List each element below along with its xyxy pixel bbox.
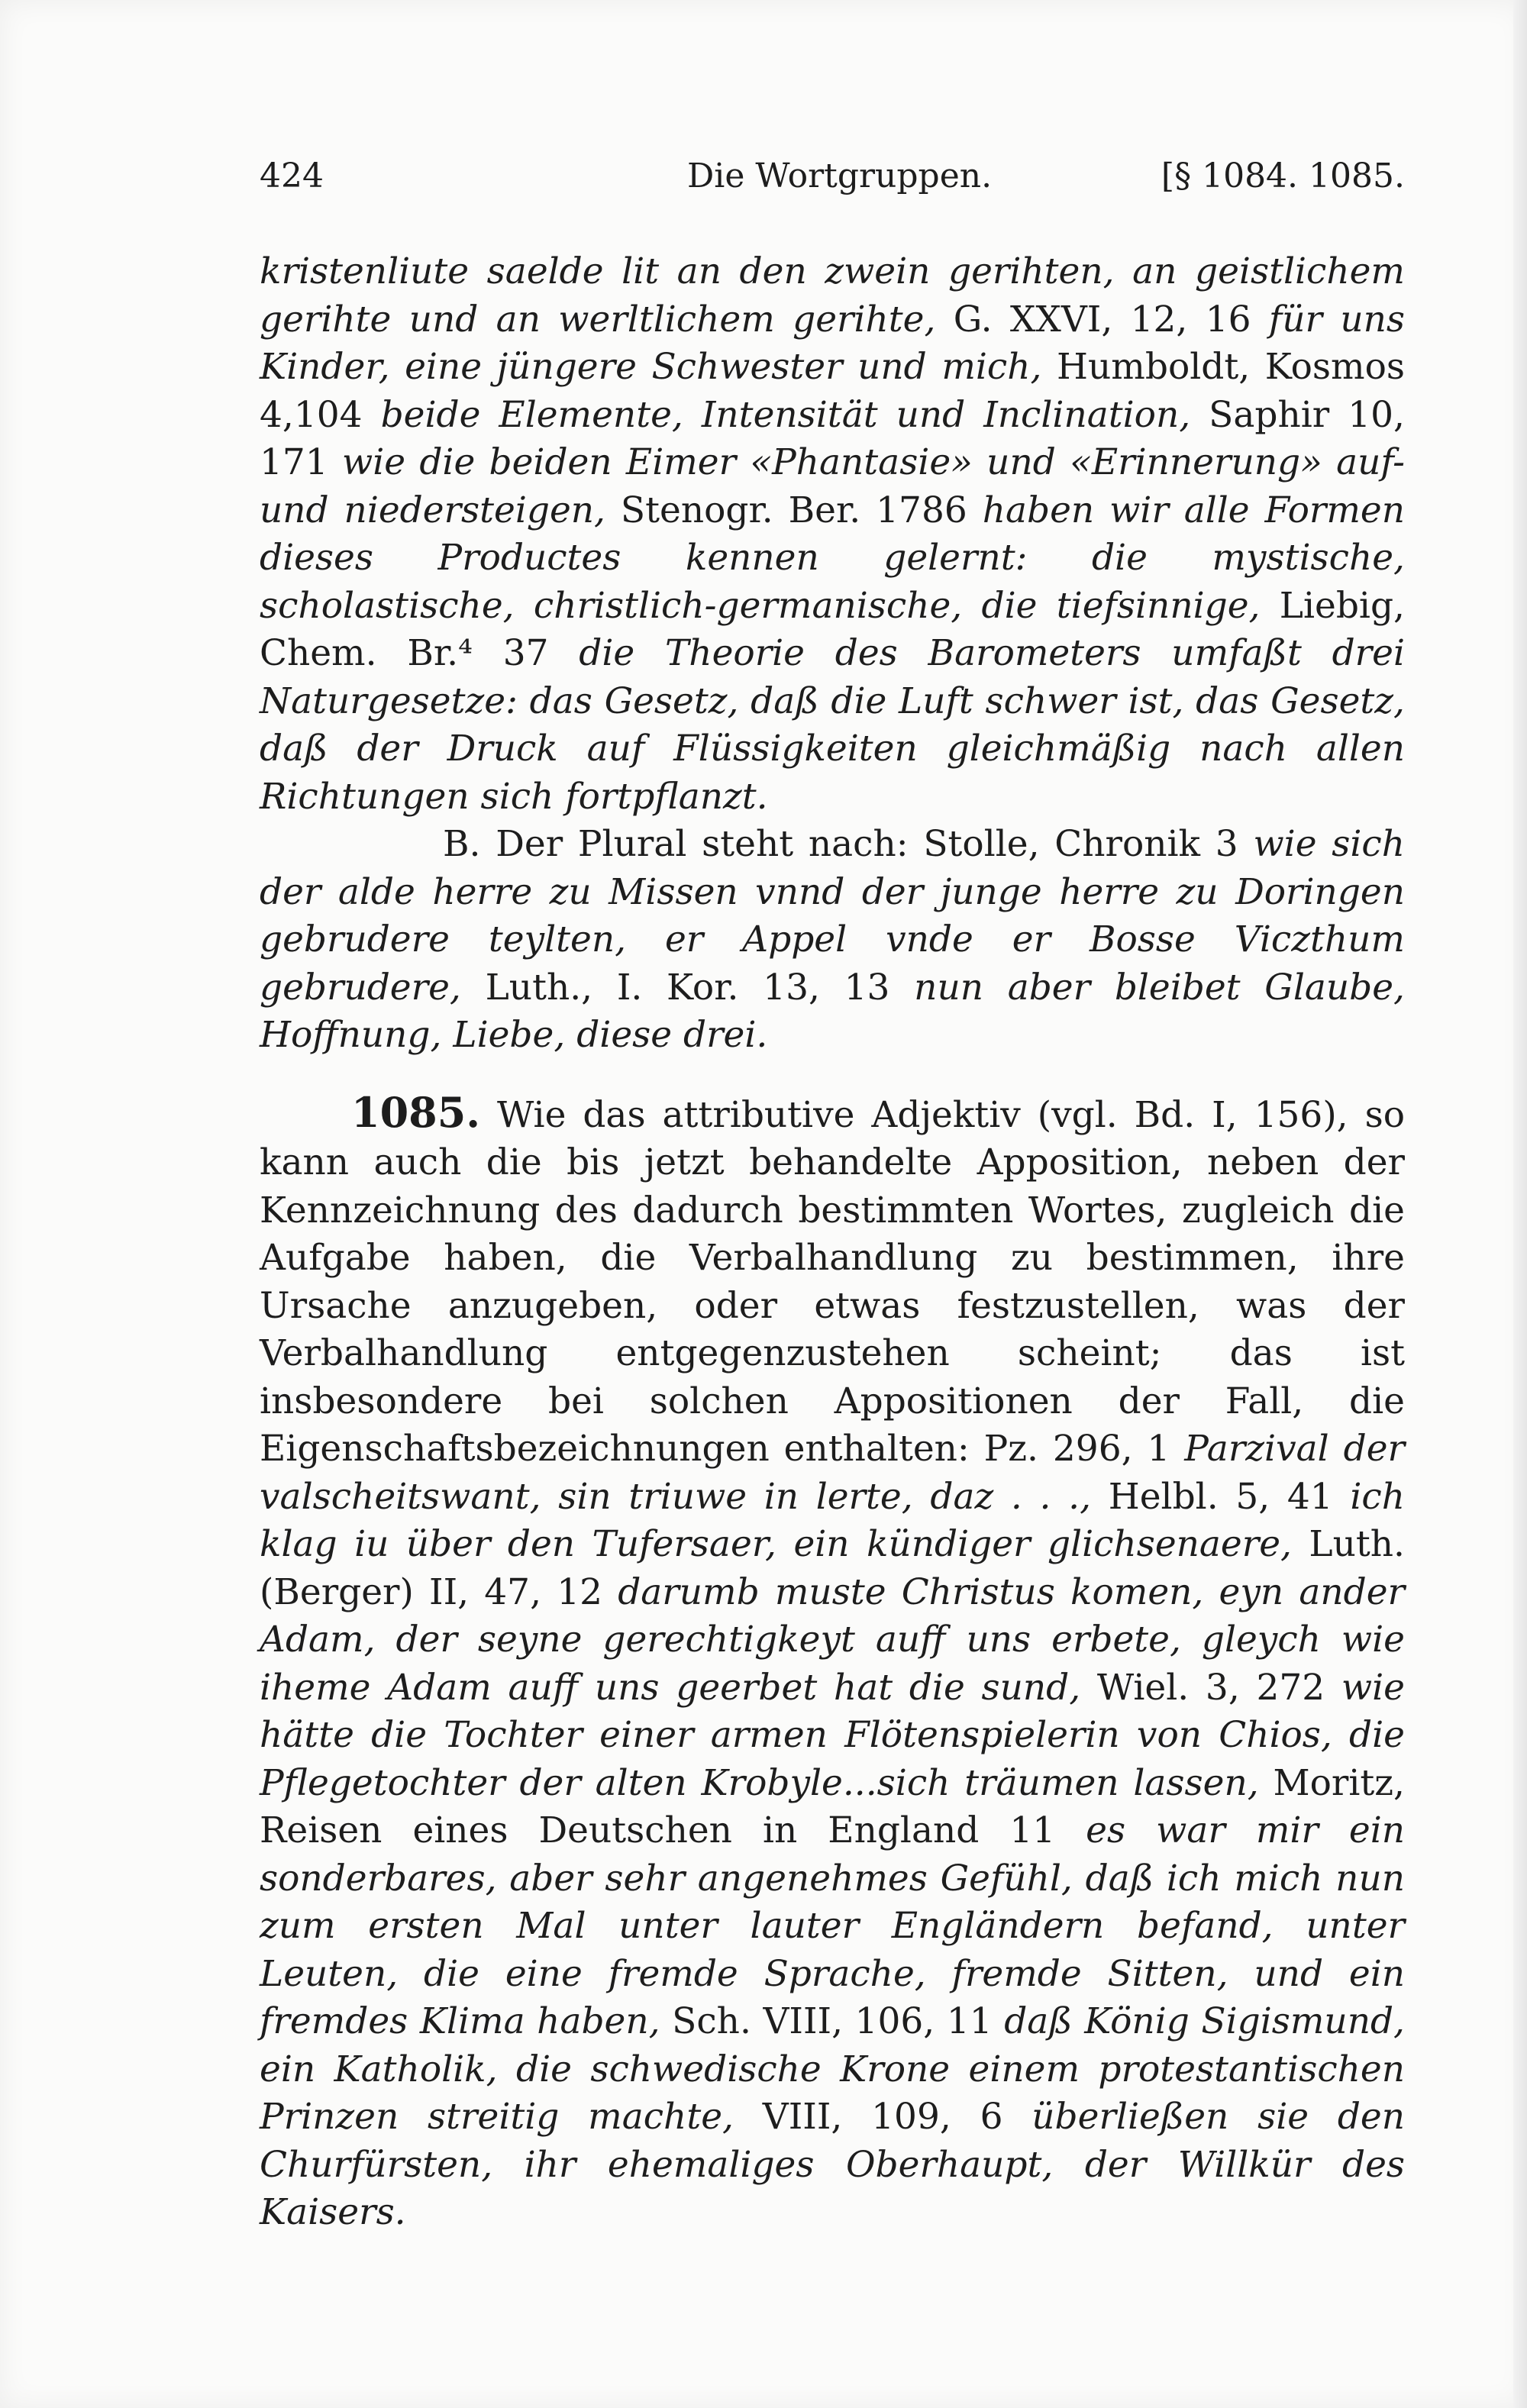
quote: daß König Sigismund, ein Katholik, die schwedische Krone einem protestantischen Prinzen streitig machte, xyxy=(260,2000,1405,2138)
citation: Luth., I. Kor. 13, 13 xyxy=(460,966,915,1009)
quote: darumb muste Christus komen, eyn ander Adam, der seyne gerechtigkeyt auff uns erbete, gleych wie iheme Adam auff uns geerbet hat die sund, xyxy=(260,1570,1405,1709)
page-number: 424 xyxy=(260,157,324,195)
section-range: [§ 1084. 1085. xyxy=(1161,157,1405,195)
quote: nun aber bleibet Glaube, Hoffnung, Liebe, diese drei. xyxy=(260,966,1406,1056)
quote: es war mir ein sonderbares, aber sehr angenehmes Gefühl, daß ich mich nun zum ersten Mal unter lauter Engländern befand, unter Leuten, die eine fremde Sprache, fremde Sitten, und ein fremdes Klima haben, xyxy=(260,1809,1406,2042)
citation: Wiel. 3, 272 xyxy=(1080,1666,1341,1709)
citation: Moritz, Reisen eines Deutschen in England 11 xyxy=(260,1761,1406,1851)
paragraph-plural-b xyxy=(260,821,1405,1060)
paragraph-examples-a xyxy=(260,248,1405,821)
citation: G. XXVI, 12, 16 xyxy=(935,298,1269,341)
citation: Sch. VIII, 106, 11 xyxy=(660,2000,1005,2042)
citation: Humboldt, Kosmos 4,104 xyxy=(260,346,1405,436)
chapter-title: Die Wortgruppen. xyxy=(687,157,993,195)
quote: kristenliute saelde lit an den zwein gerihten, an geistlichem gerihte und an werltlichem gerihte, xyxy=(260,250,1405,341)
citation: VIII, 109, 6 xyxy=(733,2096,1032,2138)
quote: wie hätte die Tochter einer armen Flötenspielerin von Chios, die Pflegetochter der alten Krobyle...sich träumen lassen, xyxy=(260,1666,1405,1804)
citation: Stenogr. Ber. 1786 xyxy=(605,489,983,531)
quote: überließen sie den Churfürsten, ihr ehemaliges Oberhaupt, der Willkür des Kaisers. xyxy=(260,2096,1405,2233)
citation: B. Der Plural steht nach: Stolle, Chronik 3 xyxy=(443,823,1254,865)
citation: Helbl. 5, 41 xyxy=(1091,1475,1351,1518)
quote: haben wir alle Formen dieses Productes kennen gelernt: die mystische, scholastische, christlich-germanische, die tiefsinnige, xyxy=(260,489,1405,627)
running-head xyxy=(260,157,1405,202)
citation: Saphir 10, 171 xyxy=(260,393,1405,483)
citation: Liebig, Chem. Br.⁴ 37 xyxy=(260,584,1405,674)
quote: ich klag iu über den Tufersaer, ein kündiger glichsenaere, xyxy=(260,1475,1405,1565)
citation: Luth. (Berger) II, 47, 12 xyxy=(260,1523,1405,1613)
section-number: 1085. xyxy=(351,1087,481,1137)
quote: wie die beiden Eimer «Phantasie» und «Erinnerung» auf- und niedersteigen, xyxy=(260,441,1405,531)
quote: Parzival der valscheitswant, sin triuwe in lerte, daz . . ., xyxy=(260,1428,1405,1518)
quote: die Theorie des Barometers umfaßt drei Naturgesetze: das Gesetz, daß die Luft schwer ist, das Gesetz, daß der Druck auf Flüssigkeiten gleichmäßig nach allen Richtungen sich fortpflanzt. xyxy=(260,632,1405,818)
quote: für uns Kinder, eine jüngere Schwester und mich, xyxy=(260,298,1405,388)
body-text xyxy=(260,248,1405,2237)
quote: wie sich der alde herre zu Missen vnnd der junge herre zu Doringen gebrudere teylten, er Appel vnde er Bosse Viczthum gebrudere, xyxy=(260,823,1406,1009)
section-text: Wie das attributive Adjektiv (vgl. Bd. I, 156), so kann auch die bis jetzt behandelte Apposition, neben der Kennzeichnung des dadurch bestimmten Wortes, zugleich die Aufgabe haben, die Verbalhandlung zu bestimmen, ihre Ursache anzugeben, oder etwas festzustellen, was der Verbalhandlung entgegenzustehen scheint; das ist insbesondere bei solchen Appositionen der Fall, die Eigenschaftsbezeichnungen enthalten: Pz. 296, 1 xyxy=(260,1093,1405,1470)
page-edge xyxy=(1513,0,1527,2408)
section-1085 xyxy=(260,1089,1405,2237)
quote: beide Elemente, Intensität und Inclination, xyxy=(380,393,1191,436)
